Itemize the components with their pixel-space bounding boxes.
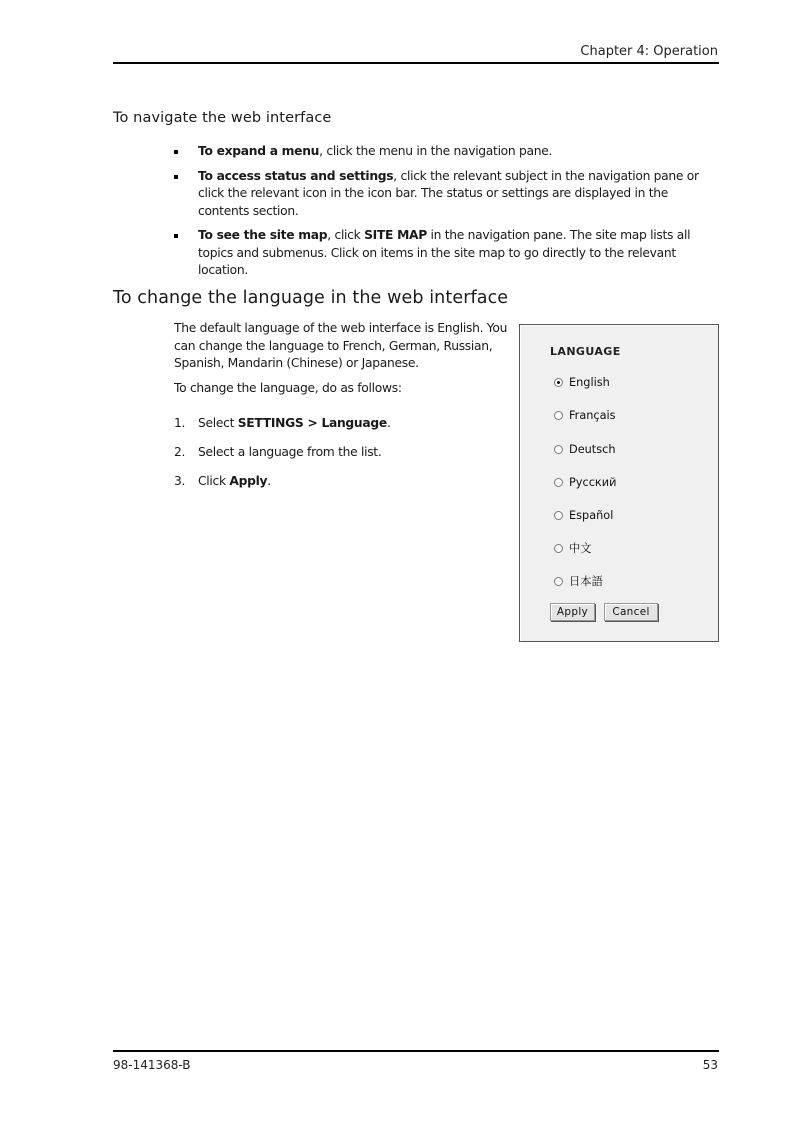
list-item — [174, 143, 719, 161]
language-option-japanese[interactable] — [554, 572, 603, 590]
steps-list — [174, 415, 494, 502]
page-number: 53 — [702, 1058, 718, 1072]
language-heading: To change the language in the web interface — [113, 288, 509, 308]
navigate-heading: To navigate the web interface — [113, 110, 332, 126]
language-option-french[interactable] — [554, 406, 616, 424]
chapter-title: Chapter 4: Operation — [580, 44, 718, 59]
panel-title: LANGUAGE — [550, 345, 621, 358]
language-intro: The default language of the web interface is English. You can change the language to French, German, Russian, Spanish, Mandarin (Chinese) or Japanese. — [174, 321, 508, 370]
item-text: , click the menu in the navigation pane. — [319, 144, 553, 158]
language-option-german[interactable] — [554, 440, 616, 458]
item-bold: SITE MAP — [364, 228, 427, 242]
step-text: Click — [198, 474, 230, 488]
language-option-english[interactable] — [554, 373, 610, 391]
step-number: 2. — [174, 445, 186, 459]
step-item — [174, 444, 494, 473]
apply-button[interactable]: Apply — [550, 603, 595, 621]
step-text: Select a language from the list. — [198, 445, 382, 459]
footer-divider — [113, 1050, 719, 1052]
language-option-chinese[interactable] — [554, 539, 592, 557]
step-tail: . — [267, 474, 271, 488]
option-label: Français — [569, 408, 616, 422]
radio-icon[interactable] — [554, 511, 563, 520]
step-item — [174, 473, 494, 502]
option-label: Deutsch — [569, 442, 616, 456]
option-label: Español — [569, 508, 614, 522]
radio-icon[interactable] — [554, 445, 563, 454]
option-label: Русский — [569, 475, 617, 489]
step-bold: SETTINGS > Language — [237, 416, 387, 430]
item-lead: To see the site map — [198, 228, 328, 242]
radio-checked-icon[interactable] — [554, 378, 563, 387]
item-text: , click the relevant subject in the navigation pane or click the relevant icon in the icon bar. The status or settings are displayed in the contents section. — [198, 168, 699, 218]
language-option-spanish[interactable] — [554, 506, 613, 524]
item-lead: To access status and settings — [198, 168, 394, 183]
item-lead: To expand a menu — [198, 144, 320, 158]
radio-icon[interactable] — [554, 411, 563, 420]
bullet-icon — [174, 150, 178, 154]
option-label: 中文 — [569, 542, 592, 555]
bullet-icon — [174, 175, 178, 179]
item-text: in the navigation pane. The site map lists all topics and submenus. Click on items in the site map to go directly to the relevant location. — [198, 228, 691, 277]
bullet-icon — [174, 234, 178, 238]
navigate-list — [174, 143, 719, 287]
item-text: , click — [327, 228, 365, 242]
language-panel — [519, 324, 719, 642]
doc-number: 98-141368-B — [113, 1058, 191, 1072]
step-item — [174, 415, 494, 444]
step-text: Select — [198, 416, 238, 430]
list-item — [174, 168, 719, 221]
radio-icon[interactable] — [554, 577, 563, 586]
header-divider — [113, 62, 719, 64]
radio-icon[interactable] — [554, 544, 563, 553]
step-tail: . — [386, 416, 391, 430]
step-number: 3. — [174, 474, 186, 488]
radio-icon[interactable] — [554, 478, 563, 487]
cancel-button[interactable]: Cancel — [604, 603, 658, 621]
language-intro-2: To change the language, do as follows: — [174, 381, 402, 395]
language-option-russian[interactable] — [554, 473, 616, 491]
step-bold: Apply — [229, 474, 268, 488]
option-label: English — [569, 375, 610, 389]
step-number: 1. — [174, 416, 186, 430]
option-label: 日本語 — [569, 575, 603, 588]
list-item — [174, 227, 719, 280]
